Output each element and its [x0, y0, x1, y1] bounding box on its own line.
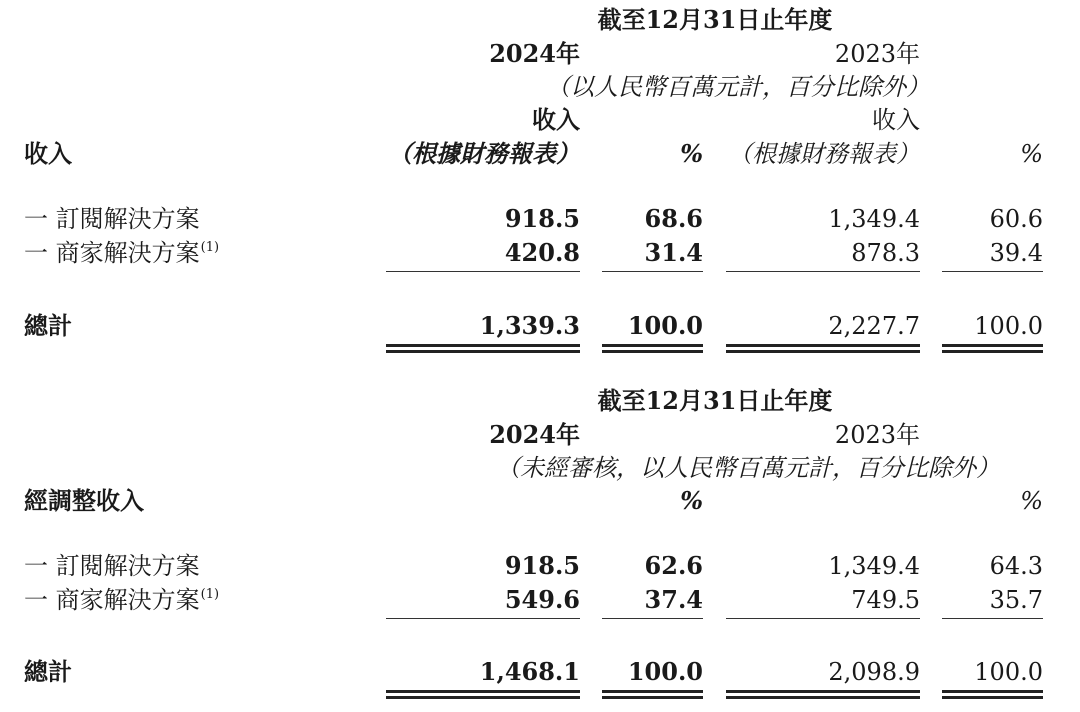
cell-current-pct: 37.4: [644, 585, 703, 614]
total-prior-pct: 100.0: [974, 312, 1043, 340]
section-title: 經調整收入: [24, 486, 144, 515]
cell-prior-pct: 39.4: [989, 239, 1043, 267]
cell-prior: 1,349.4: [828, 552, 920, 580]
total-double-rule: [602, 344, 703, 353]
total-current-pct: 100.0: [627, 657, 703, 686]
year-prior: 2023年: [834, 40, 920, 68]
year-current: 2024年: [489, 39, 580, 68]
total-label: 總計: [24, 311, 72, 340]
row-label-subscription: 一 訂閱解決方案: [24, 552, 200, 580]
total-double-rule: [602, 690, 703, 699]
col-header-current-revenue: （根據財務報表）: [388, 139, 580, 168]
total-prior: 2,098.9: [828, 658, 920, 686]
total-label: 總計: [24, 657, 72, 686]
subtotal-rule: [386, 618, 580, 619]
cell-current: 420.8: [504, 238, 580, 267]
year-current: 2024年: [489, 420, 580, 449]
subtotal-rule: [386, 271, 580, 272]
total-double-rule: [942, 344, 1043, 353]
total-prior: 2,227.7: [828, 312, 920, 340]
col-header-current-pct: %: [680, 139, 703, 168]
col-header-prior-pct: %: [1020, 140, 1043, 168]
total-current: 1,468.1: [479, 657, 580, 686]
col-header-current-pct: %: [680, 486, 703, 515]
total-double-rule: [726, 690, 920, 699]
total-prior-pct: 100.0: [974, 658, 1043, 686]
cell-prior: 878.3: [851, 239, 920, 267]
year-prior: 2023年: [834, 421, 920, 449]
row-label-subscription: 一 訂閱解決方案: [24, 205, 200, 233]
period-header: 截至12月31日止年度: [597, 5, 833, 34]
total-current: 1,339.3: [479, 311, 580, 340]
cell-prior: 1,349.4: [828, 205, 920, 233]
subtotal-rule: [942, 271, 1043, 272]
subtotal-rule: [942, 618, 1043, 619]
row-label-merchant: 一 商家解決方案$^{(1)}$: [24, 586, 220, 614]
table-note: （以人民幣百萬元計，百分比除外）: [546, 73, 930, 101]
cell-prior-pct: 60.6: [989, 205, 1043, 233]
sub-label-current: 收入: [532, 105, 580, 134]
cell-prior-pct: 64.3: [989, 552, 1043, 580]
cell-current-pct: 31.4: [644, 238, 703, 267]
total-double-rule: [942, 690, 1043, 699]
total-double-rule: [726, 344, 920, 353]
col-header-prior-revenue: （根據財務報表）: [728, 140, 920, 168]
footnote-marker: (1): [200, 240, 220, 255]
section-title: 收入: [24, 139, 72, 168]
cell-current: 918.5: [504, 204, 580, 233]
cell-current: 549.6: [504, 585, 580, 614]
subtotal-rule: [602, 618, 703, 619]
cell-prior: 749.5: [851, 586, 920, 614]
footnote-marker: (1): [200, 587, 220, 602]
total-current-pct: 100.0: [627, 311, 703, 340]
table-note: （未經審核，以人民幣百萬元計，百分比除外）: [496, 454, 1000, 482]
cell-prior-pct: 35.7: [989, 586, 1043, 614]
cell-current: 918.5: [504, 551, 580, 580]
period-header: 截至12月31日止年度: [597, 386, 833, 415]
subtotal-rule: [726, 271, 920, 272]
cell-current-pct: 62.6: [644, 551, 703, 580]
cell-current-pct: 68.6: [644, 204, 703, 233]
row-label-merchant: 一 商家解決方案$^{(1)}$: [24, 239, 220, 267]
subtotal-rule: [726, 618, 920, 619]
total-double-rule: [386, 344, 580, 353]
subtotal-rule: [602, 271, 703, 272]
sub-label-prior: 收入: [872, 106, 920, 134]
col-header-prior-pct: %: [1020, 487, 1043, 515]
total-double-rule: [386, 690, 580, 699]
